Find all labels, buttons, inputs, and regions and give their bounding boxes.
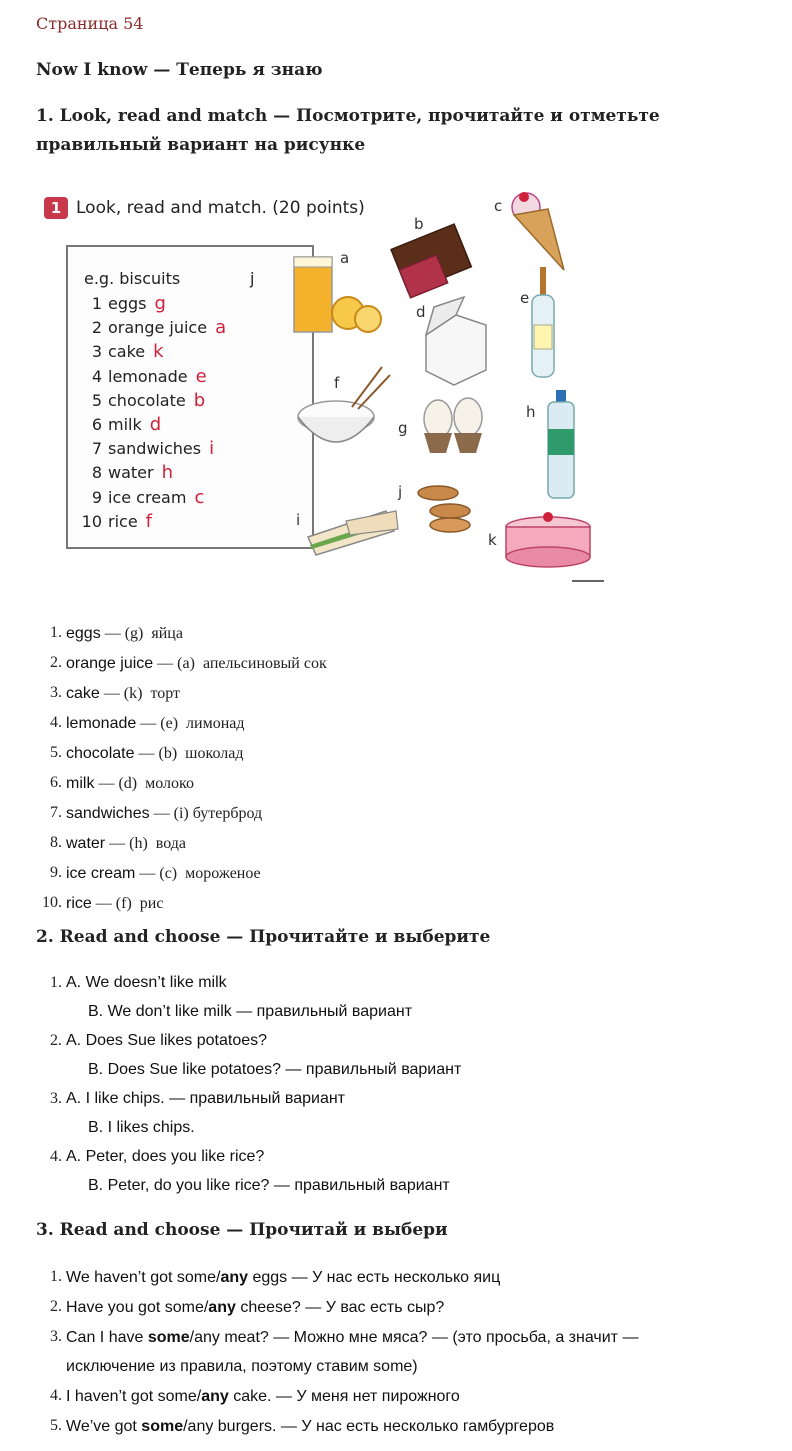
section1-heading <box>36 102 660 160</box>
card-item-number: 10 <box>81 511 102 531</box>
answer-english: cake <box>66 685 100 702</box>
answer-code: — (c) <box>135 865 186 882</box>
choice-item <box>36 968 461 1026</box>
answer-number: 1. <box>50 624 62 641</box>
card-item-answer: a <box>215 317 227 339</box>
answer-code: — (b) <box>134 745 186 762</box>
answer-number: 2. <box>50 654 62 671</box>
ice-cream-picture <box>512 192 564 270</box>
answer-english: lemonade <box>66 715 137 732</box>
card-item-number: 4 <box>91 366 102 386</box>
card-item-answer: d <box>149 414 162 435</box>
answer-number: 10. <box>42 894 62 911</box>
choice-item <box>36 1142 461 1200</box>
answer-russian: вода <box>155 835 187 852</box>
sandwiches-picture <box>308 511 398 555</box>
answer-code: — (a) <box>153 655 203 672</box>
choose-item <box>36 1411 638 1441</box>
choose-pre: We haven’t got some/ <box>66 1269 221 1286</box>
answer-english: chocolate <box>66 745 135 762</box>
label-k: k <box>488 531 497 549</box>
label-g: g <box>398 419 408 437</box>
card-item-word: milk <box>108 415 142 434</box>
choice-option-a: A. We doesn’t like milk <box>66 974 227 991</box>
card-item-answer: e <box>195 365 207 387</box>
answer-english: milk <box>66 775 95 792</box>
card-item-number: 9 <box>91 487 102 507</box>
label-d: d <box>416 303 426 321</box>
card-item <box>76 414 161 435</box>
choice-option-b: B. Peter, do you like rice? — правильный вариант <box>88 1177 450 1194</box>
answer-item <box>36 618 327 648</box>
answer-number: 7. <box>50 804 62 821</box>
card-item <box>76 438 214 459</box>
answer-code: — (g) <box>100 625 152 642</box>
answer-number: 5. <box>50 744 62 761</box>
choose-post: cheese? — У вас есть сыр? <box>235 1299 445 1316</box>
answer-english: water <box>66 835 106 852</box>
choose-correct-word: any <box>220 1269 249 1286</box>
choice-number: 2. <box>50 1032 62 1049</box>
card-item <box>76 341 164 362</box>
answer-item <box>36 738 327 768</box>
section3-heading: 3. Read and choose — Прочитай и выбери <box>36 1220 448 1240</box>
choice-item <box>36 1084 461 1142</box>
answer-code: — (i) <box>149 805 193 822</box>
answer-russian: лимонад <box>186 715 245 732</box>
answer-code: — (f) <box>91 895 140 912</box>
answer-russian: апельсиновый сок <box>202 655 327 672</box>
card-item-number: 6 <box>91 415 102 434</box>
food-illustrations <box>286 185 612 595</box>
answer-russian: рис <box>139 895 164 912</box>
page-label: Страница 54 <box>36 14 144 33</box>
biscuits-picture <box>418 486 470 532</box>
card-item <box>76 293 166 314</box>
answer-item <box>36 828 327 858</box>
answer-code: — (h) <box>105 835 156 852</box>
card-item-word: cake <box>108 342 146 362</box>
choose-item <box>36 1381 638 1411</box>
example-label: e.g. biscuits <box>84 269 181 288</box>
card-item-word: sandwiches <box>108 439 202 459</box>
choose-correct-word: any <box>208 1299 236 1316</box>
answer-english: ice cream <box>66 865 136 882</box>
answer-english: rice <box>66 895 92 912</box>
card-item-word: rice <box>108 511 138 531</box>
answer-english: sandwiches <box>66 805 150 822</box>
choose-correct-word: any <box>201 1388 229 1405</box>
card-item <box>76 511 152 532</box>
choose-correct-word: some <box>147 1329 190 1346</box>
example-answer: j <box>250 269 255 288</box>
answer-number: 3. <box>50 684 62 701</box>
choose-item <box>36 1262 638 1292</box>
answer-number: 6. <box>50 774 62 791</box>
answer-code: — (d) <box>94 775 146 792</box>
cake-picture <box>506 512 590 567</box>
card-item <box>76 390 205 411</box>
section2-list <box>36 968 461 1200</box>
choice-option-b: B. I likes chips. <box>88 1119 195 1136</box>
card-item-word: eggs <box>108 294 147 313</box>
answer-item <box>36 678 327 708</box>
card-item-answer: k <box>153 341 164 363</box>
section3-list <box>36 1262 638 1441</box>
card-item <box>76 317 226 338</box>
label-a: a <box>340 249 350 267</box>
choose-number: 1. <box>50 1268 62 1285</box>
answer-item <box>36 648 327 678</box>
choose-item <box>36 1322 638 1381</box>
choice-number: 3. <box>50 1090 62 1107</box>
choose-correct-word: some <box>141 1418 184 1435</box>
choice-item <box>36 1026 461 1084</box>
example-row <box>84 269 180 288</box>
label-c: c <box>494 197 503 215</box>
card-item-answer: h <box>161 462 174 484</box>
answer-number: 8. <box>50 834 62 851</box>
card-item-number: 1 <box>91 294 102 313</box>
card-item-answer: g <box>154 293 166 314</box>
orange-juice-picture <box>294 257 381 332</box>
lemonade-picture <box>532 267 554 377</box>
card-item <box>76 487 204 508</box>
choose-pre: Can I have <box>66 1329 148 1346</box>
choose-post: eggs — У нас есть несколько яиц <box>248 1269 501 1286</box>
card-item-word: water <box>108 463 154 483</box>
label-b: b <box>414 215 424 233</box>
choose-number: 3. <box>50 1328 62 1345</box>
section1-heading-line2: правильный вариант на рисунке <box>36 135 366 155</box>
section1-heading-line1: 1. Look, read and match — Посмотрите, прочитайте и отметьте <box>36 106 660 126</box>
choose-number: 2. <box>50 1298 62 1315</box>
card-item <box>76 366 207 387</box>
answer-english: orange juice <box>66 655 154 672</box>
answer-item <box>36 858 327 888</box>
choose-number: 4. <box>50 1387 62 1404</box>
card-item-number: 8 <box>91 463 102 483</box>
label-f: f <box>334 374 340 392</box>
card-item-answer: c <box>194 486 205 508</box>
answer-item <box>36 888 327 918</box>
card-item-number: 3 <box>91 342 102 362</box>
choice-number: 1. <box>50 974 62 991</box>
choose-number: 5. <box>50 1417 62 1434</box>
label-h: h <box>526 403 536 421</box>
card-item-answer: i <box>209 438 215 460</box>
answer-code: — (e) <box>136 715 187 732</box>
answer-russian: молоко <box>145 775 194 792</box>
choice-option-b: B. Does Sue like potatoes? — правильный вариант <box>88 1061 462 1078</box>
answer-item <box>36 708 327 738</box>
answer-russian: бутерброд <box>192 805 263 822</box>
choose-item <box>36 1292 638 1322</box>
card-item-word: orange juice <box>108 318 208 338</box>
section1-answer-list <box>36 618 327 918</box>
choose-continuation: исключение из правила, поэтому ставим some) <box>66 1358 418 1375</box>
label-j: j <box>398 483 403 501</box>
answer-english: eggs <box>66 625 101 642</box>
answer-russian: мороженое <box>185 865 261 882</box>
chocolate-picture <box>391 224 474 298</box>
choice-option-a: A. I like chips. — правильный вариант <box>66 1090 345 1107</box>
choose-pre: We’ve got <box>66 1418 142 1435</box>
choose-pre: I haven’t got some/ <box>66 1388 202 1405</box>
choice-option-a: A. Peter, does you like rice? <box>66 1148 265 1165</box>
answer-number: 9. <box>50 864 62 881</box>
card-item <box>76 462 173 483</box>
answer-russian: яйца <box>151 625 183 642</box>
water-picture <box>548 390 574 498</box>
card-item-answer: f <box>145 510 153 532</box>
word-card <box>66 245 314 549</box>
exercise-badge: 1 <box>44 197 68 219</box>
eggs-picture <box>424 398 482 453</box>
label-e: e <box>520 289 530 307</box>
card-item-word: ice cream <box>108 487 187 507</box>
choice-number: 4. <box>50 1148 62 1165</box>
choose-post: cake. — У меня нет пирожного <box>228 1388 460 1405</box>
choose-post: /any meat? — Можно мне мяса? — (это просьба, а значит — <box>189 1329 639 1346</box>
rice-picture <box>298 367 390 442</box>
choice-option-a: A. Does Sue likes potatoes? <box>66 1032 268 1049</box>
answer-russian: торт <box>150 685 181 702</box>
answer-number: 4. <box>50 714 62 731</box>
answer-russian: шоколад <box>185 745 244 762</box>
milk-picture <box>426 297 486 385</box>
card-item-answer: b <box>193 389 206 411</box>
card-item-word: chocolate <box>108 390 186 410</box>
answer-code: — (k) <box>99 685 151 702</box>
now-i-know-heading: Now I know — Теперь я знаю <box>36 60 323 80</box>
exercise-figure <box>36 185 612 595</box>
answer-item <box>36 798 327 828</box>
exercise-title-text: Look, read and match. (20 points) <box>76 198 365 218</box>
label-i: i <box>296 511 301 529</box>
choice-option-b: B. We don’t like milk — правильный вариант <box>88 1003 413 1020</box>
answer-item <box>36 768 327 798</box>
card-item-number: 5 <box>91 390 102 410</box>
section2-heading: 2. Read and choose — Прочитайте и выберите <box>36 927 491 947</box>
card-item-number: 2 <box>91 318 102 338</box>
choose-pre: Have you got some/ <box>66 1299 209 1316</box>
choose-post: /any burgers. — У нас есть несколько гамбургеров <box>183 1418 555 1435</box>
card-item-number: 7 <box>91 439 102 459</box>
card-item-word: lemonade <box>108 366 188 386</box>
